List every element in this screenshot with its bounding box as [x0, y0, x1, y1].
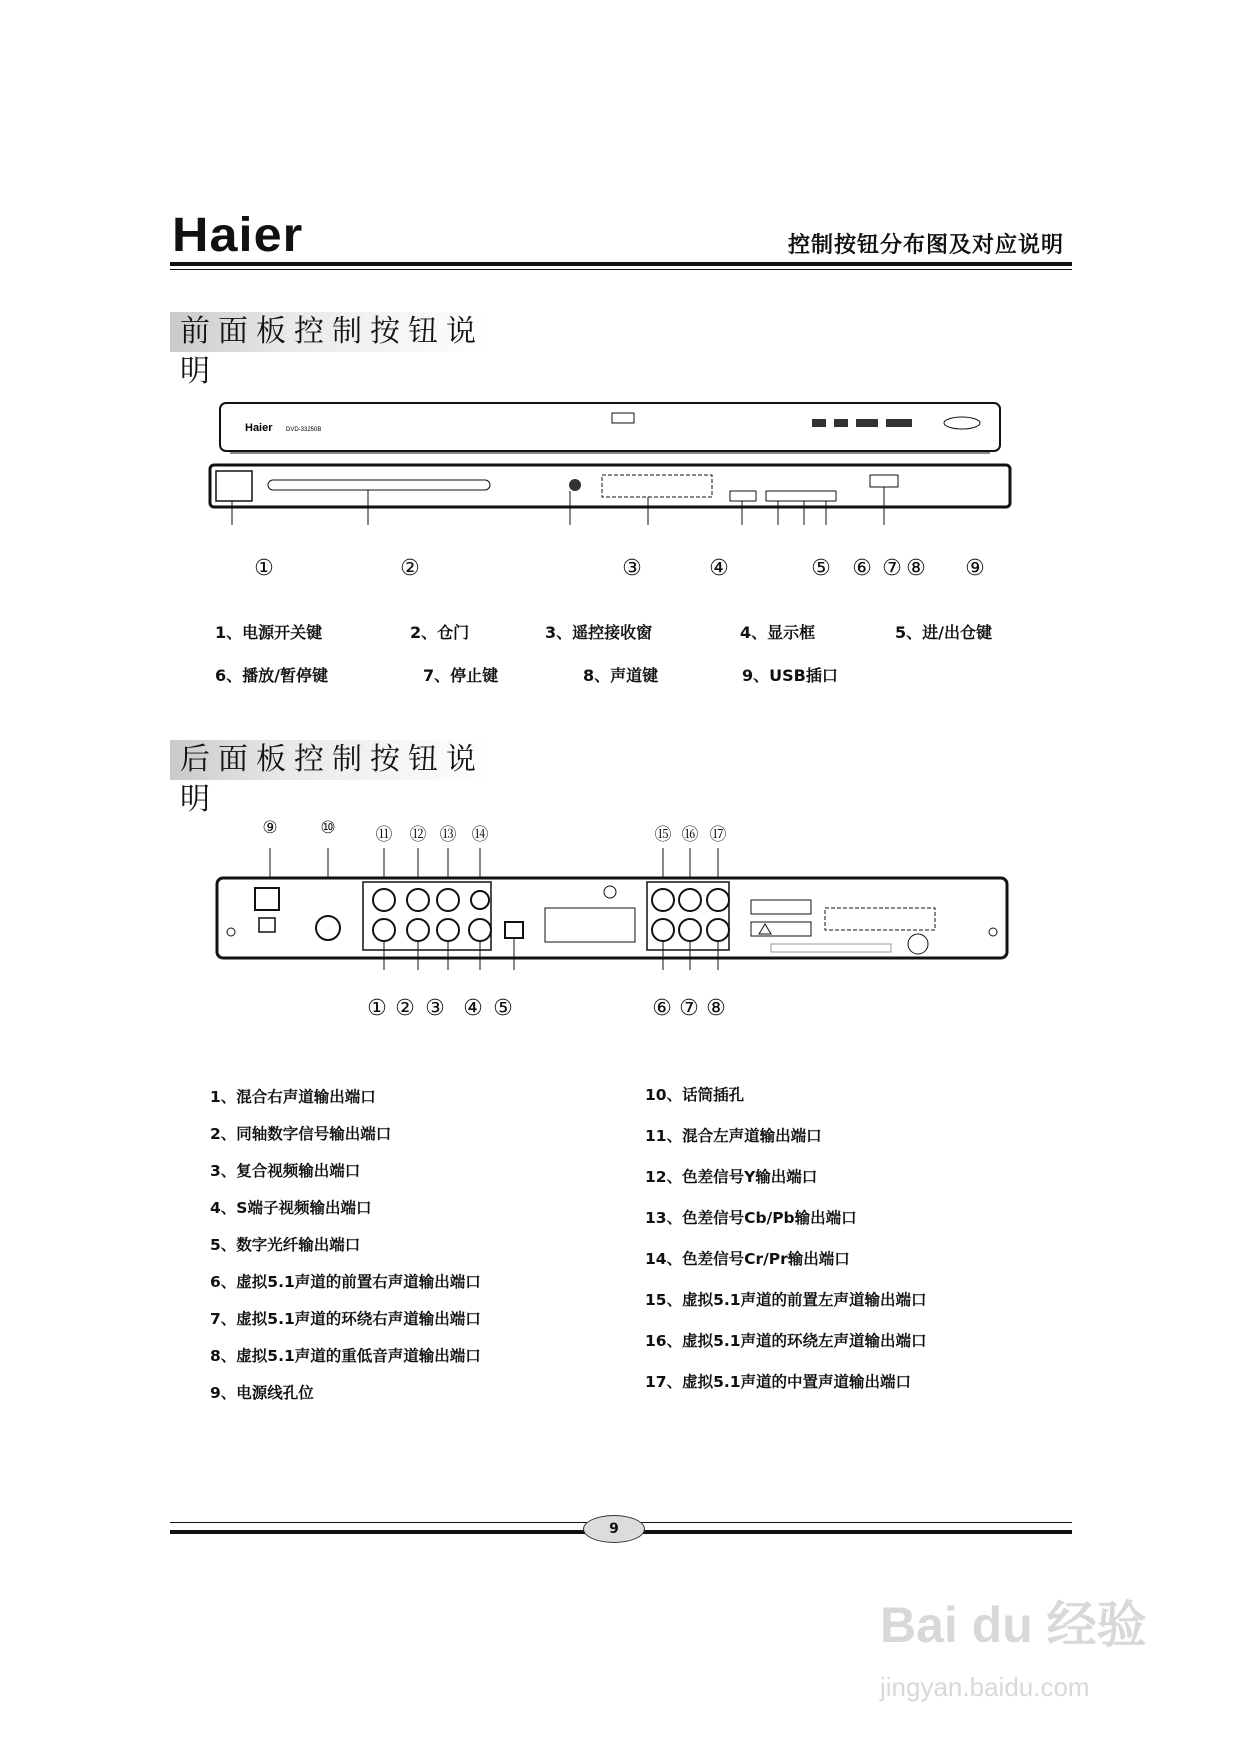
format-logo-icon	[812, 419, 826, 427]
callout-2: ②	[400, 556, 420, 581]
front-caption: 4、显示框	[740, 623, 816, 642]
header-rule-thin	[170, 269, 1072, 270]
rear-item-2: 2、同轴数字信号输出端口	[210, 1125, 392, 1143]
callout-3: ③	[425, 996, 445, 1021]
callout-17: ⑰	[709, 825, 727, 845]
callout-15: ⑮	[654, 825, 672, 845]
rear-item-16: 16、虚拟5.1声道的环绕左声道输出端口	[645, 1332, 927, 1350]
rear-item-8: 8、虚拟5.1声道的重低音声道输出端口	[210, 1347, 481, 1365]
device-brand-label: Haier	[245, 422, 273, 434]
page-title: 控制按钮分布图及对应说明	[787, 233, 1064, 258]
rear-item-14: 14、色差信号Cr/Pr输出端口	[645, 1250, 850, 1268]
front-caption: 7、停止键	[423, 666, 499, 685]
callout-14: ⑭	[471, 825, 489, 845]
callout-9: ⑨	[262, 818, 278, 838]
rear-item-6: 6、虚拟5.1声道的前置右声道输出端口	[210, 1273, 481, 1291]
callout-6: ⑥	[852, 556, 872, 581]
rear-item-9: 9、电源线孔位	[210, 1384, 314, 1402]
callout-8: ⑧	[706, 996, 726, 1021]
front-caption: 9、USB插口	[742, 666, 838, 685]
rear-section-title: 后面板控制按钮说明	[170, 740, 490, 780]
device-top-view	[220, 403, 1000, 451]
rear-item-3: 3、复合视频输出端口	[210, 1162, 361, 1180]
front-caption: 2、仓门	[410, 623, 470, 642]
baidu-watermark: Bai du 经验	[880, 1597, 1147, 1653]
callout-7: ⑦	[679, 996, 699, 1021]
front-caption: 3、遥控接收窗	[545, 623, 653, 642]
callout-2: ②	[395, 996, 415, 1021]
format-logo-icon	[834, 419, 848, 427]
rear-item-7: 7、虚拟5.1声道的环绕右声道输出端口	[210, 1310, 481, 1328]
front-caption: 1、电源开关键	[215, 623, 323, 642]
watermark-url: jingyan.baidu.com	[880, 1672, 1090, 1702]
callout-16: ⑯	[681, 825, 699, 845]
callout-13: ⑬	[439, 825, 457, 845]
header-rule	[170, 262, 1072, 266]
device-model-label: DVD-33250B	[286, 427, 322, 433]
rear-item-17: 17、虚拟5.1声道的中置声道输出端口	[645, 1373, 912, 1391]
rear-item-13: 13、色差信号Cb/Pb输出端口	[645, 1209, 857, 1227]
callout-5: ⑤	[493, 996, 513, 1021]
callout-12: ⑫	[409, 825, 427, 845]
format-logo-icon	[886, 419, 912, 427]
callout-10: ⑩	[320, 818, 336, 838]
callout-1: ①	[254, 556, 274, 581]
rear-item-10: 10、话筒插孔	[645, 1086, 745, 1104]
rear-item-15: 15、虚拟5.1声道的前置左声道输出端口	[645, 1291, 927, 1309]
callout-4: ④	[709, 556, 729, 581]
page-number: 9	[583, 1515, 645, 1543]
callout-1: ①	[367, 996, 387, 1021]
rear-item-5: 5、数字光纤输出端口	[210, 1236, 361, 1254]
remote-sensor-icon	[569, 479, 581, 491]
callout-4: ④	[463, 996, 483, 1021]
callout-3: ③	[622, 556, 642, 581]
front-caption: 6、播放/暂停键	[215, 666, 328, 685]
front-panel-diagram	[200, 395, 1020, 545]
callout-11: ⑪	[375, 825, 393, 845]
callout-8: ⑧	[906, 556, 926, 581]
callout-7: ⑦	[882, 556, 902, 581]
front-section-title: 前面板控制按钮说明	[170, 312, 490, 352]
rear-item-11: 11、混合左声道输出端口	[645, 1127, 822, 1145]
front-caption: 5、进/出仓键	[895, 623, 992, 642]
format-logo-icon	[856, 419, 878, 427]
rear-panel-diagram	[215, 848, 1015, 978]
haier-logo: Haier	[172, 209, 304, 262]
rear-item-1: 1、混合右声道输出端口	[210, 1088, 376, 1106]
device-front-view	[210, 465, 1010, 507]
callout-5: ⑤	[811, 556, 831, 581]
callout-6: ⑥	[652, 996, 672, 1021]
rear-item-12: 12、色差信号Y输出端口	[645, 1168, 818, 1186]
callout-9: ⑨	[965, 556, 985, 581]
rear-item-4: 4、S端子视频输出端口	[210, 1199, 372, 1217]
front-caption: 8、声道键	[583, 666, 659, 685]
